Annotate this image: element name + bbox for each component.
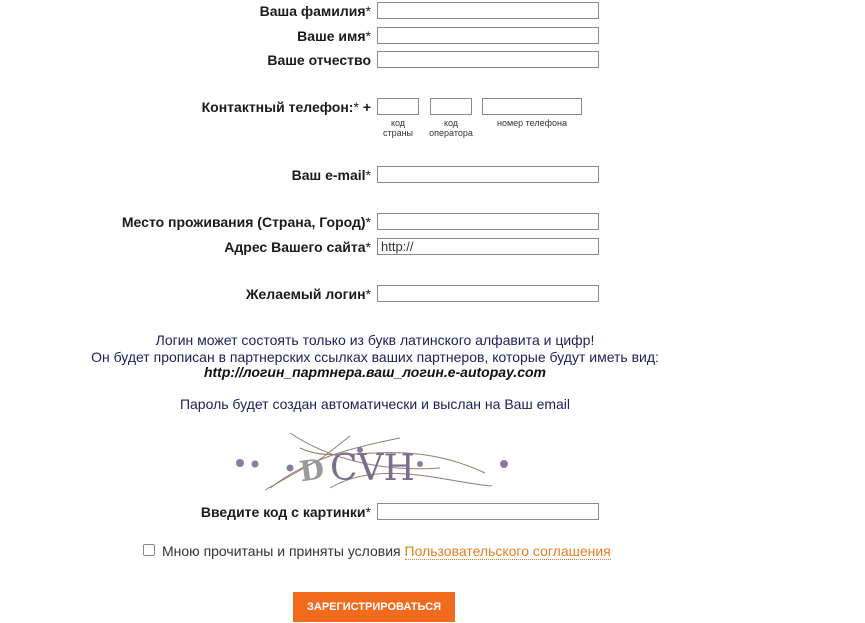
patronymic-input[interactable]: [377, 51, 599, 68]
agreement-link[interactable]: Пользовательского соглашения: [404, 543, 611, 559]
phone-country-code-input[interactable]: [377, 98, 419, 115]
site-label: Адрес Вашего сайта*: [224, 239, 371, 255]
captcha-label: Введите код с картинки*: [200, 504, 371, 520]
name-input[interactable]: [377, 27, 599, 44]
email-input[interactable]: [377, 166, 599, 183]
password-note: Пароль будет создан автоматически и выслан на Ваш email: [179, 396, 571, 412]
residence-input[interactable]: [377, 213, 599, 230]
agreement-text: Мною прочитаны и приняты условия Пользовательского соглашения: [162, 543, 611, 559]
site-input[interactable]: [377, 238, 599, 255]
name-label: Ваше имя*: [297, 28, 371, 44]
country-code-hint: код страны: [382, 118, 414, 138]
svg-text:D: D: [297, 452, 327, 489]
login-rules-text: Логин может состоять только из букв латинского алфавита и цифр!: [155, 332, 595, 348]
operator-code-hint: код оператора: [429, 118, 473, 138]
phone-number-hint: номер телефона: [496, 118, 568, 128]
login-link-note: Он будет прописан в партнерских ссылках ваших партнеров, которые будут иметь вид:: [91, 349, 659, 365]
agreement-checkbox[interactable]: [143, 544, 155, 556]
captcha-image: [230, 428, 530, 496]
login-label: Желаемый логин*: [245, 286, 371, 302]
surname-label: Ваша фамилия*: [259, 3, 371, 19]
phone-label: Контактный телефон:* +: [201, 99, 371, 115]
surname-input[interactable]: [377, 2, 599, 19]
residence-label: Место проживания (Страна, Город)*: [121, 214, 371, 230]
phone-operator-code-input[interactable]: [430, 98, 472, 115]
captcha-text: CVH: [330, 448, 415, 489]
login-input[interactable]: [377, 285, 599, 302]
email-label: Ваш e-mail*: [291, 167, 371, 183]
register-button[interactable]: ЗАРЕГИСТРИРОВАТЬСЯ: [293, 592, 455, 622]
patronymic-label: Ваше отчество: [267, 52, 371, 68]
phone-number-input[interactable]: [482, 98, 582, 115]
login-link-example: http://логин_партнера.ваш_логин.e-autopay.com: [203, 364, 547, 380]
captcha-input[interactable]: [377, 503, 599, 520]
